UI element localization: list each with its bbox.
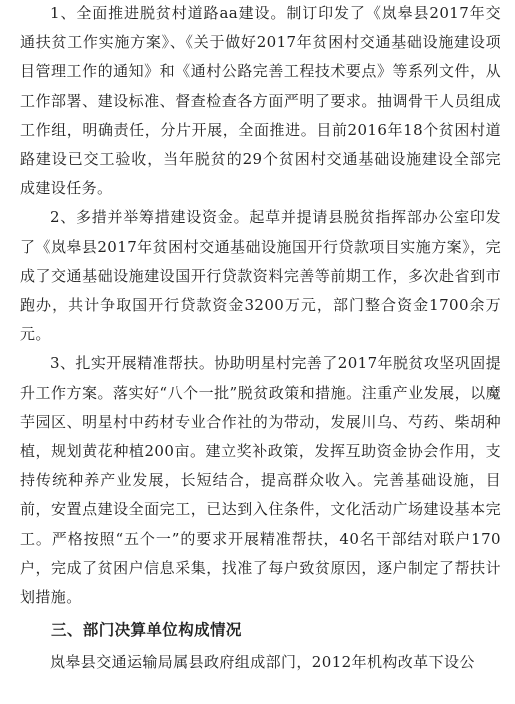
paragraph-unit-composition: 岚皋县交通运输局属县政府组成部门，2012年机构改革下设公 bbox=[50, 653, 475, 672]
paragraph-road-construction: 1、全面推进脱贫村道路aa建设。制订印发了《岚皋县2017年交通扶贫工作实施方案》、《关于做好2017年贫困村交通基础设施建设项目管理工作的通知》和《通村公路完善工程技术要点》等系列文件，从工作部署、建设标准、督查检查各方面严明了要求。抽调骨干人员组成工作组，明确责任，分片开展，全面推进。目前2016年18个贫困村道路建设已交工验收，当年脱贫的29个贫困村交通基础设施建设全部完成建设任务。 bbox=[20, 4, 501, 198]
paragraph-targeted-assistance: 3、扎实开展精准帮扶。协助明星村完善了2017年脱贫攻坚巩固提升工作方案。落实好“八个一批”脱贫政策和措施。注重产业发展，以魔芋园区、明星村中药材专业合作社的为带动，发展川乌、芍药、柴胡种植，规划黄花种植200亩。建立奖补政策，发挥互助资金协会作用，支持传统种养产业发展，长短结合，提高群众收入。完善基础设施，目前，安置点建设全面完工，已达到入住条件，文化活动广场建设基本完工。严格按照“五个一”的要求开展精准帮扶，40名干部结对联户170户，完成了贫困户信息采集，找准了每户致贫原因，逐户制定了帮扶计划措施。 bbox=[20, 354, 501, 607]
paragraph-funding: 2、多措并举筹措建设资金。起草并提请县脱贫指挥部办公室印发了《岚皋县2017年贫困村交通基础设施国开行贷款项目实施方案》，完成了交通基础设施建设国开行贷款资料完善等前期工作，多次赴省到市跑办，共计争取国开行贷款资金3200万元，部门整合资金1700余万元。 bbox=[20, 208, 501, 344]
section-heading: 三、部门决算单位构成情况 bbox=[51, 620, 242, 640]
